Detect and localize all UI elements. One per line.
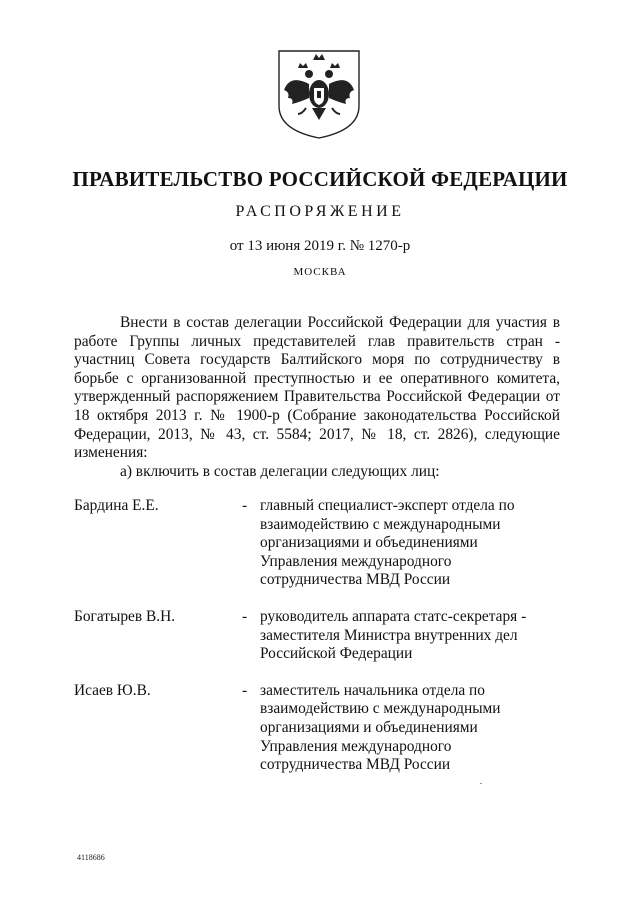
person-name: Исаев Ю.В. <box>74 681 151 699</box>
date-and-number: от 13 июня 2019 г. № 1270-р <box>229 238 411 254</box>
person-position: руководитель аппарата статс-секретаря - заместителя Министра внутренних дел Российской Федерации <box>260 607 527 663</box>
dash: - <box>242 681 248 699</box>
scan-speck <box>480 783 482 784</box>
person-name: Богатырев В.Н. <box>74 607 176 625</box>
document-code: 4118686 <box>77 853 105 862</box>
list-item <box>74 608 564 664</box>
person-name: Бардина Е.Е. <box>74 497 159 514</box>
russian-coat-of-arms-icon <box>276 48 362 140</box>
list-item <box>74 497 564 590</box>
government-title: ПРАВИТЕЛЬСТВО РОССИЙСКОЙ ФЕДЕРАЦИИ <box>72 167 568 191</box>
person-position: главный специалист-эксперт отдела по взаимодействию с международными организациями и объединениями Управления международного сотрудничества МВД России <box>260 497 515 589</box>
main-paragraph: Внести в состав делегации Российской Федерации для участия в работе Группы личных представителей глав правительств стран - участниц Совета государств Балтийского моря по сотрудничеству в борьбе с организованной преступностью и ее оперативного комитета, утвержденный распоряжением Правительства Российской Федерации от 18 октября 2013 г. № 1900-р (Собрание законодательства Российской Федерации, 2013, № 43, ст. 5584; 2017, № 18, ст. 2826), следующие изменения: <box>74 314 560 462</box>
document-type: РАСПОРЯЖЕНИЕ <box>235 203 405 220</box>
list-item <box>74 682 564 775</box>
persons-list <box>74 497 564 775</box>
document-body <box>74 314 560 481</box>
city: МОСКВА <box>293 266 347 278</box>
dash: - <box>242 607 248 625</box>
person-position: заместитель начальника отдела по взаимодействию с международными организациями и объединениями Управления международного сотрудничества МВД России <box>260 681 501 774</box>
subitem-a: а) включить в состав делегации следующих лиц: <box>120 462 440 480</box>
dash: - <box>242 497 248 514</box>
